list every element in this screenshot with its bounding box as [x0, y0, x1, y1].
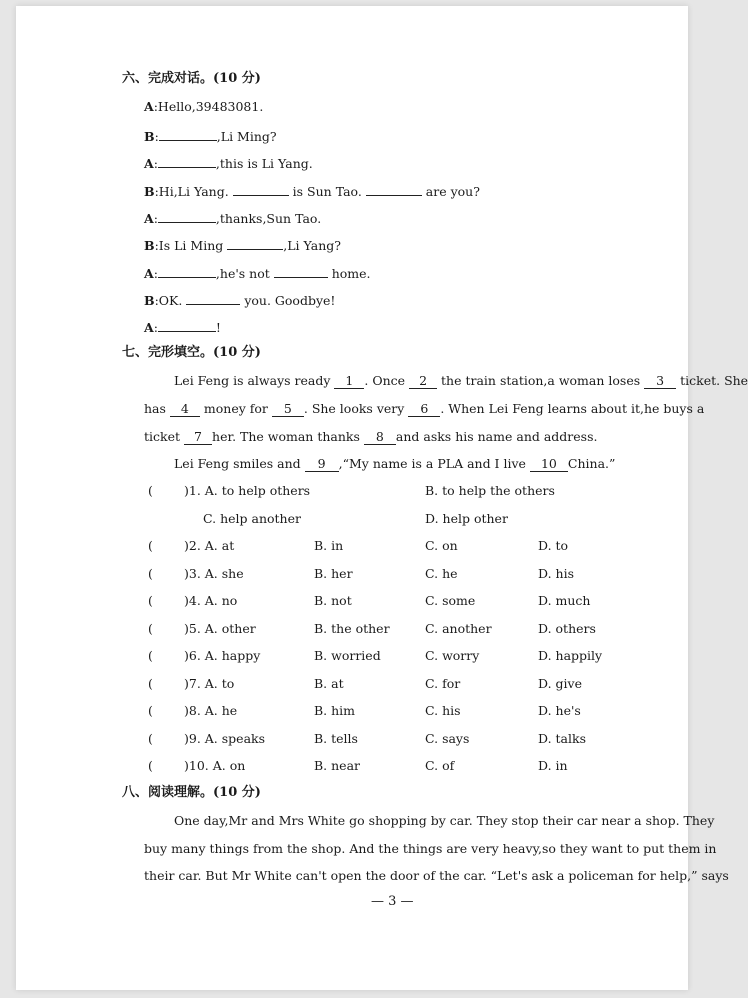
- option-b: B. in: [314, 538, 344, 553]
- question-1-option-c: C. help another: [203, 511, 301, 526]
- blank-number: 5: [272, 401, 304, 417]
- answer-paren[interactable]: (: [148, 566, 153, 581]
- blank[interactable]: [366, 181, 422, 196]
- worksheet-page: [16, 6, 748, 990]
- option-c: C. says: [425, 731, 470, 746]
- option-c: C. some: [425, 593, 476, 608]
- section-7-title: 七、完形填空。(10 分): [122, 345, 261, 360]
- option-a: )2. A. at: [184, 538, 235, 553]
- section-6-title: 六、完成对话。(10 分): [122, 71, 261, 86]
- option-b: B. near: [314, 758, 361, 773]
- answer-paren[interactable]: (: [148, 593, 153, 608]
- dialogue-line-2: B: ,Li Ming?: [144, 126, 277, 146]
- option-c: C. for: [425, 676, 461, 691]
- blank-number: 10: [530, 456, 568, 472]
- blank-number: 8: [364, 429, 396, 445]
- option-a: )10. A. on: [184, 758, 246, 773]
- answer-paren[interactable]: (: [148, 731, 153, 746]
- reading-line-1: One day,Mr and Mrs White go shopping by car. They stop their car near a shop. They: [174, 813, 715, 828]
- option-b: B. not: [314, 593, 352, 608]
- option-a: )4. A. no: [184, 593, 238, 608]
- option-d: D. talks: [538, 731, 586, 746]
- reading-line-2: buy many things from the shop. And the things are very heavy,so they want to put them in: [144, 841, 717, 856]
- option-d: D. happily: [538, 648, 603, 663]
- question-1-option-a: )1. A. to help others: [184, 483, 311, 498]
- option-b: B. her: [314, 566, 353, 581]
- option-c: C. another: [425, 621, 492, 636]
- reading-line-3: their car. But Mr White can't open the door of the car. “Let's ask a policeman for help,” says: [144, 868, 729, 883]
- answer-paren[interactable]: (: [148, 703, 153, 718]
- option-c: C. he: [425, 566, 458, 581]
- answer-paren[interactable]: (: [148, 648, 153, 663]
- option-c: C. on: [425, 538, 458, 553]
- blank-number: 1: [334, 373, 364, 389]
- option-d: D. to: [538, 538, 569, 553]
- dialogue-line-9: A: !: [144, 317, 221, 337]
- blank[interactable]: [274, 263, 328, 278]
- dialogue-line-8: B:OK. you. Goodbye!: [144, 290, 335, 310]
- answer-paren[interactable]: (: [148, 538, 153, 553]
- option-a: )3. A. she: [184, 566, 244, 581]
- dialogue-line-3: A: ,this is Li Yang.: [144, 153, 313, 173]
- option-a: )5. A. other: [184, 621, 256, 636]
- cloze-line-2: has 4 money for 5 . She looks very 6 . When Lei Feng learns about it,he buys a: [144, 401, 705, 416]
- option-b: B. him: [314, 703, 356, 718]
- answer-paren[interactable]: (: [148, 621, 153, 636]
- option-b: B. at: [314, 676, 344, 691]
- option-b: B. the other: [314, 621, 390, 636]
- dialogue-line-4: B:Hi,Li Yang. is Sun Tao. are you?: [144, 181, 480, 201]
- question-1-option-b: B. to help the others: [425, 483, 555, 498]
- option-c: C. worry: [425, 648, 480, 663]
- option-a: )6. A. happy: [184, 648, 261, 663]
- option-c: C. of: [425, 758, 455, 773]
- cloze-line-3: ticket 7 her. The woman thanks 8 and asks his name and address.: [144, 429, 598, 444]
- blank[interactable]: [233, 181, 289, 196]
- option-d: D. his: [538, 566, 574, 581]
- question-1-paren: (: [148, 483, 153, 498]
- option-a: )9. A. speaks: [184, 731, 266, 746]
- dialogue-line-1: A:Hello,39483081.: [144, 99, 264, 114]
- section-8-title: 八、阅读理解。(10 分): [122, 785, 261, 800]
- dialogue-line-6: B:Is Li Ming ,Li Yang?: [144, 235, 341, 255]
- page-number: — 3 —: [371, 894, 414, 909]
- option-d: D. give: [538, 676, 582, 691]
- answer-paren[interactable]: (: [148, 676, 153, 691]
- blank-number: 2: [409, 373, 437, 389]
- dialogue-line-5: A: ,thanks,Sun Tao.: [144, 208, 321, 228]
- cloze-line-1: Lei Feng is always ready 1 . Once 2 the train station,a woman loses 3 ticket. She: [174, 373, 748, 388]
- blank[interactable]: [158, 317, 216, 332]
- option-a: )7. A. to: [184, 676, 235, 691]
- blank[interactable]: [227, 235, 283, 250]
- blank-number: 7: [184, 429, 212, 445]
- option-b: B. worried: [314, 648, 381, 663]
- option-c: C. his: [425, 703, 461, 718]
- blank[interactable]: [158, 208, 216, 223]
- blank-number: 4: [170, 401, 200, 417]
- blank-number: 3: [644, 373, 676, 389]
- blank-number: 6: [408, 401, 440, 417]
- blank[interactable]: [186, 290, 240, 305]
- dialogue-line-7: A: ,he's not home.: [144, 263, 371, 283]
- option-b: B. tells: [314, 731, 358, 746]
- option-d: D. much: [538, 593, 591, 608]
- answer-paren[interactable]: (: [148, 758, 153, 773]
- option-d: D. others: [538, 621, 596, 636]
- option-a: )8. A. he: [184, 703, 238, 718]
- question-1-option-d: D. help other: [425, 511, 508, 526]
- option-d: D. in: [538, 758, 568, 773]
- blank[interactable]: [159, 126, 217, 141]
- blank-number: 9: [305, 456, 339, 472]
- cloze-line-4: Lei Feng smiles and 9 ,“My name is a PLA and I live 10 China.”: [174, 456, 616, 471]
- blank[interactable]: [158, 153, 216, 168]
- blank[interactable]: [158, 263, 216, 278]
- option-d: D. he's: [538, 703, 581, 718]
